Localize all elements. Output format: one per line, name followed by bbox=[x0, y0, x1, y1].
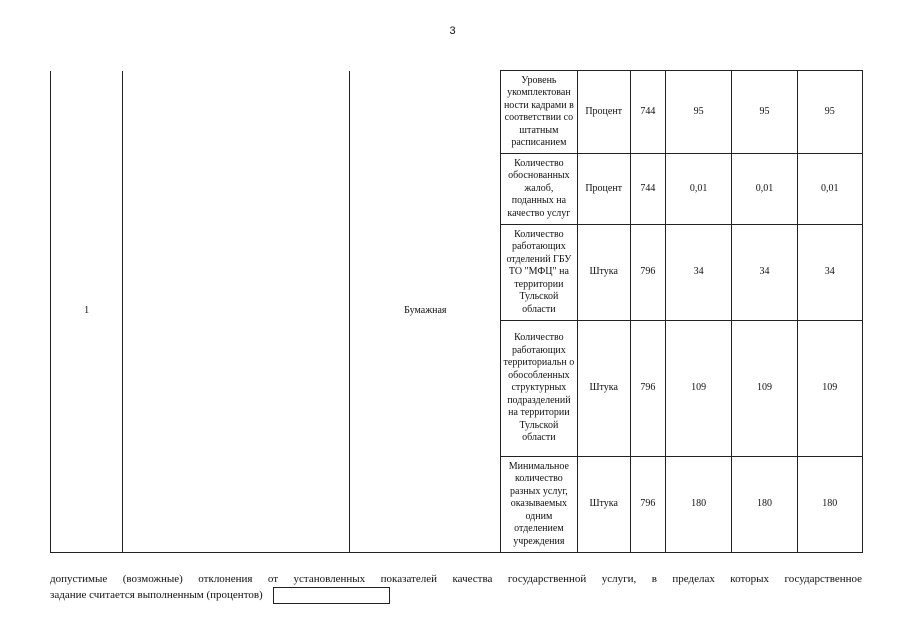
unit-cell: Штука bbox=[577, 225, 630, 321]
value-cell: 180 bbox=[797, 457, 862, 553]
deviation-note bbox=[50, 572, 862, 604]
value-cell: 34 bbox=[665, 225, 731, 321]
code-cell: 796 bbox=[630, 457, 665, 553]
row-number-cell: 1 bbox=[51, 71, 123, 553]
indicator-name: Количество обоснованных жалоб, поданных на качество услуг bbox=[501, 154, 577, 225]
unit-cell: Штука bbox=[577, 457, 630, 553]
value-cell: 34 bbox=[797, 225, 862, 321]
value-cell: 95 bbox=[665, 71, 731, 154]
value-cell: 0,01 bbox=[732, 154, 797, 225]
form-cell: Бумажная bbox=[350, 71, 501, 553]
value-cell: 180 bbox=[732, 457, 797, 553]
code-cell: 744 bbox=[630, 71, 665, 154]
value-cell: 109 bbox=[797, 321, 862, 457]
unit-cell: Процент bbox=[577, 71, 630, 154]
deviation-text-line2-row bbox=[50, 587, 862, 604]
indicator-name: Уровень укомплектован ности кадрами в соответствии со штатным расписанием bbox=[501, 71, 577, 154]
value-cell: 34 bbox=[732, 225, 797, 321]
page-number: 3 bbox=[449, 25, 456, 37]
value-cell: 0,01 bbox=[665, 154, 731, 225]
value-cell: 180 bbox=[665, 457, 731, 553]
indicator-name: Количество работающих территориальн о обособленных структурных подразделений на территории Тульской области bbox=[501, 321, 577, 457]
table-row bbox=[51, 71, 863, 154]
deviation-percent-field[interactable] bbox=[273, 587, 390, 604]
indicator-name: Количество работающих отделений ГБУ ТО "МФЦ" на территории Тульской области bbox=[501, 225, 577, 321]
code-cell: 796 bbox=[630, 225, 665, 321]
unit-cell: Штука bbox=[577, 321, 630, 457]
unit-cell: Процент bbox=[577, 154, 630, 225]
indicator-name: Минимальное количество разных услуг, оказываемых одним отделением учреждения bbox=[501, 457, 577, 553]
empty-cell bbox=[123, 71, 350, 553]
quality-indicators-table bbox=[50, 70, 863, 553]
deviation-text-line1: допустимые (возможные) отклонения от установленных показателей качества государственной услуги, в пределах которых государственное bbox=[50, 573, 862, 585]
value-cell: 95 bbox=[797, 71, 862, 154]
code-cell: 796 bbox=[630, 321, 665, 457]
code-cell: 744 bbox=[630, 154, 665, 225]
value-cell: 95 bbox=[732, 71, 797, 154]
value-cell: 0,01 bbox=[797, 154, 862, 225]
value-cell: 109 bbox=[665, 321, 731, 457]
deviation-text-line2: задание считается выполненным (процентов) bbox=[50, 589, 263, 601]
value-cell: 109 bbox=[732, 321, 797, 457]
